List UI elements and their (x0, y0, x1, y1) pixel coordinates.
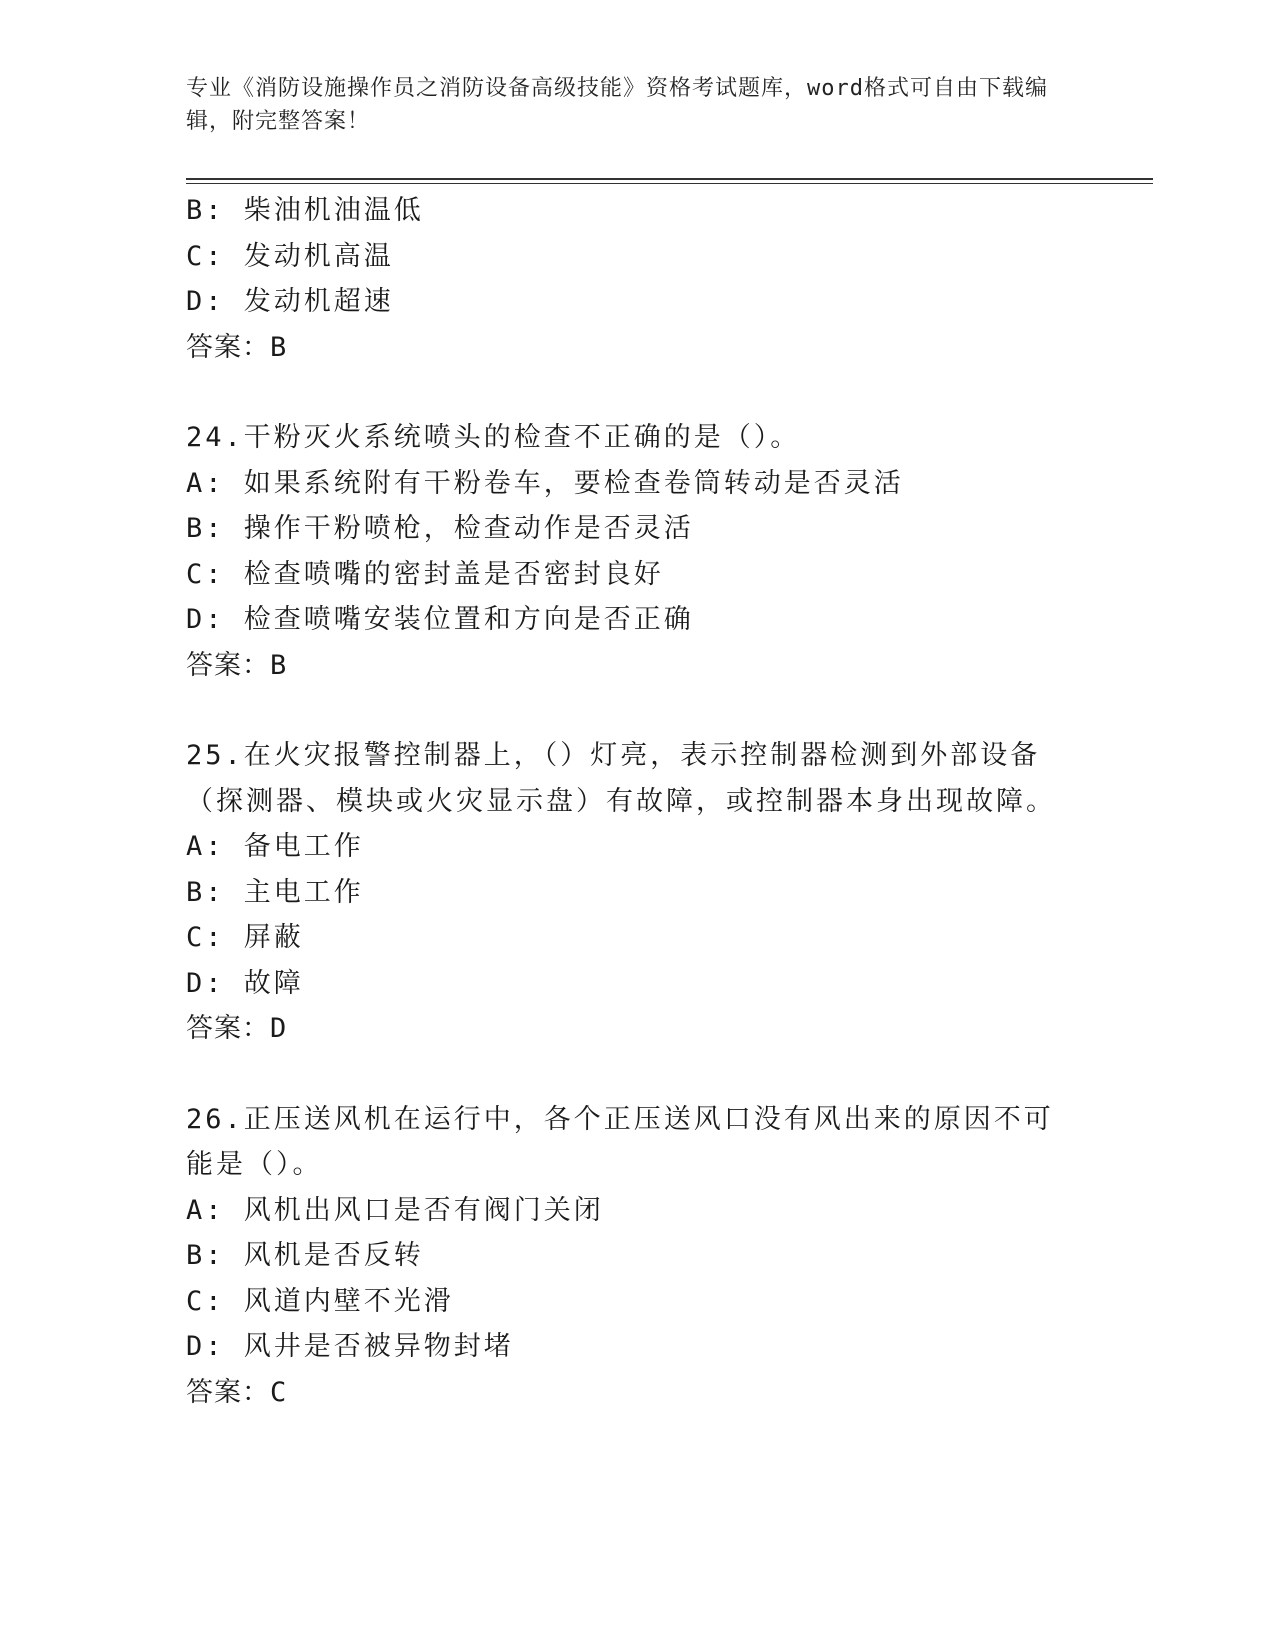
option-letter: D: (186, 1331, 225, 1362)
answer-line (186, 1006, 1086, 1052)
option-text: 如果系统附有干粉卷车，要检查卷筒转动是否灵活 (243, 467, 904, 499)
option-letter: D: (186, 967, 225, 999)
option-text: 主电工作 (243, 876, 364, 908)
option-letter: A: (186, 1194, 225, 1226)
option-b (186, 188, 1086, 234)
answer-label: 答案： (186, 331, 270, 363)
answer-label: 答案： (186, 1013, 270, 1044)
question-list (186, 188, 1086, 1415)
option-letter: C: (186, 922, 225, 953)
option-text: 故障 (243, 967, 304, 999)
option-text: 风井是否被异物封堵 (243, 1331, 514, 1362)
option-letter: B: (186, 195, 225, 226)
option-d (186, 597, 1086, 643)
answer-line (186, 325, 1086, 371)
answer-value: B (270, 649, 288, 681)
option-letter: A: (186, 831, 225, 862)
option-c (186, 915, 1086, 961)
option-text: 检查喷嘴的密封盖是否密封良好 (243, 558, 664, 590)
option-b (186, 870, 1086, 916)
option-b (186, 1233, 1086, 1279)
question-stem: 26.正压送风机在运行中，各个正压送风口没有风出来的原因不可能是（）。 (186, 1103, 1054, 1180)
option-letter: B: (186, 876, 225, 908)
document-header: 专业《消防设施操作员之消防设备高级技能》资格考试题库，word格式可自由下载编辑，附完整答案！ (186, 76, 1048, 134)
option-text: 发动机超速 (243, 286, 394, 317)
option-letter: C: (186, 1285, 225, 1317)
option-text: 风机是否反转 (243, 1240, 424, 1271)
option-d (186, 279, 1086, 325)
option-text: 屏蔽 (243, 922, 304, 953)
option-b (186, 506, 1086, 552)
header-divider-top (186, 178, 1153, 180)
option-text: 风道内壁不光滑 (243, 1285, 454, 1317)
question-26 (186, 1097, 1086, 1416)
option-letter: B: (186, 513, 225, 544)
answer-value: B (270, 331, 288, 363)
option-letter: A: (186, 467, 225, 499)
answer-line (186, 643, 1086, 689)
answer-line (186, 1370, 1086, 1416)
option-c (186, 234, 1086, 280)
answer-label: 答案： (186, 1376, 270, 1408)
option-a (186, 461, 1086, 507)
option-d (186, 961, 1086, 1007)
question-stem: 24.干粉灭火系统喷头的检查不正确的是（）。 (186, 422, 801, 453)
option-letter: B: (186, 1240, 225, 1271)
option-letter: C: (186, 240, 225, 272)
option-c (186, 1279, 1086, 1325)
option-c (186, 552, 1086, 598)
option-d (186, 1324, 1086, 1370)
answer-label: 答案： (186, 649, 270, 681)
answer-value: D (270, 1013, 288, 1044)
option-a (186, 824, 1086, 870)
option-a (186, 1188, 1086, 1234)
option-letter: D: (186, 604, 225, 635)
option-text: 风机出风口是否有阀门关闭 (243, 1194, 604, 1226)
option-text: 检查喷嘴安装位置和方向是否正确 (243, 604, 694, 635)
question-24 (186, 415, 1086, 688)
header-divider-bottom (186, 183, 1153, 184)
option-text: 柴油机油温低 (243, 195, 424, 226)
option-text: 发动机高温 (243, 240, 394, 272)
option-text: 操作干粉喷枪，检查动作是否灵活 (243, 513, 694, 544)
question-stem: 25.在火灾报警控制器上，（）灯亮，表示控制器检测到外部设备（探测器、模块或火灾显示盘）有故障，或控制器本身出现故障。 (186, 740, 1056, 817)
question-25 (186, 733, 1086, 1052)
question-23-partial (186, 188, 1086, 370)
option-letter: C: (186, 558, 225, 590)
answer-value: C (270, 1376, 288, 1408)
option-text: 备电工作 (243, 831, 364, 862)
option-letter: D: (186, 286, 225, 317)
